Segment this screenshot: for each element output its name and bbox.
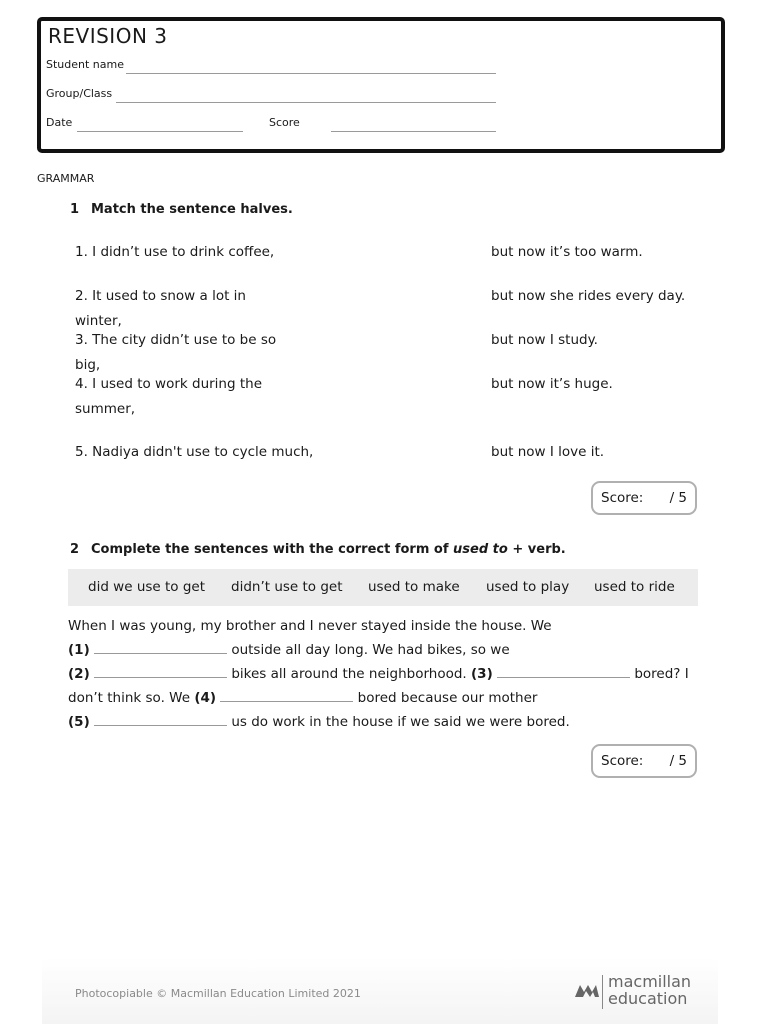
word-bank	[68, 569, 698, 606]
passage-text: bored because our mother	[357, 690, 538, 706]
blank-number-3: (3)	[471, 666, 493, 682]
logo-wordmark	[608, 973, 691, 1007]
word-bank-item: didn’t use to get	[231, 579, 343, 595]
q2-instruction-post: + verb.	[507, 542, 566, 557]
passage-line: When I was young, my brother and I never stayed inside the house. We	[68, 618, 552, 634]
logo-line-2: education	[608, 989, 688, 1008]
macmillan-logo	[574, 973, 698, 1013]
q1-left-1: 1. I didn’t use to drink coffee,	[75, 244, 275, 260]
q1-right-5: but now I love it.	[491, 444, 605, 460]
q1-right-3: but now I study.	[491, 332, 598, 348]
q1-title	[70, 202, 293, 217]
q2-score-box[interactable]	[591, 744, 697, 778]
passage-text: us do work in the house if we said we were bored.	[231, 714, 570, 730]
header-box	[37, 17, 725, 153]
passage-line	[68, 686, 537, 710]
q1-left-4: 4. I used to work during the summer,	[75, 376, 263, 417]
passage-text: don’t think so. We	[68, 690, 191, 706]
blank-1[interactable]	[94, 639, 227, 654]
passage-line	[68, 638, 510, 662]
student-name-field[interactable]	[126, 73, 496, 74]
footer-copyright: Photocopiable © Macmillan Education Limited 2021	[75, 987, 361, 1000]
q1-left-2: 2. It used to snow a lot in winter,	[75, 288, 246, 329]
page-title: REVISION 3	[48, 24, 168, 48]
blank-3[interactable]	[497, 663, 630, 678]
word-bank-item: used to ride	[594, 579, 675, 595]
blank-number-2: (2)	[68, 666, 90, 682]
passage-line	[68, 710, 570, 734]
q1-score-label: Score:	[601, 490, 644, 506]
group-class-field[interactable]	[116, 102, 496, 103]
q1-right-1: but now it’s too warm.	[491, 244, 643, 260]
section-heading: GRAMMAR	[37, 172, 95, 185]
date-field[interactable]	[77, 131, 243, 132]
q2-number: 2	[70, 542, 80, 557]
date-label: Date	[46, 116, 73, 129]
q1-instruction: Match the sentence halves.	[91, 202, 293, 217]
q2-title	[70, 542, 566, 557]
blank-number-5: (5)	[68, 714, 90, 730]
q1-right-4: but now it’s huge.	[491, 376, 613, 392]
blank-4[interactable]	[220, 687, 353, 702]
student-name-label: Student name	[46, 58, 124, 71]
q1-left-3: 3. The city didn’t use to be so big,	[75, 332, 277, 373]
q2-instruction-italic: used to	[453, 542, 508, 557]
score-field[interactable]	[331, 131, 496, 132]
passage-text: bored? I	[634, 666, 689, 682]
q2-instruction-pre: Complete the sentences with the correct form of	[91, 542, 454, 557]
q1-right-2: but now she rides every day.	[491, 288, 686, 304]
blank-2[interactable]	[94, 663, 227, 678]
word-bank-item: used to make	[368, 579, 460, 595]
word-bank-item: used to play	[486, 579, 570, 595]
passage-text: outside all day long. We had bikes, so we	[231, 642, 510, 658]
word-bank-item: did we use to get	[88, 579, 206, 595]
q1-score-box[interactable]	[591, 481, 697, 515]
blank-5[interactable]	[94, 711, 227, 726]
q2-score-label: Score:	[601, 753, 644, 769]
q1-number: 1	[70, 202, 80, 217]
logo-divider	[602, 975, 603, 1009]
passage-text: bikes all around the neighborhood.	[231, 666, 467, 682]
blank-number-4: (4)	[194, 690, 217, 706]
q2-score-total: / 5	[669, 753, 687, 769]
blank-number-1: (1)	[68, 642, 90, 658]
q1-left-5: 5. Nadiya didn't use to cycle much,	[75, 444, 314, 460]
passage-line	[68, 662, 689, 686]
group-class-label: Group/Class	[46, 87, 113, 100]
score-label: Score	[269, 116, 300, 129]
macmillan-logo-icon	[574, 979, 600, 1001]
q1-score-total: / 5	[669, 490, 687, 506]
logo-line-1: macmillan	[608, 972, 692, 991]
